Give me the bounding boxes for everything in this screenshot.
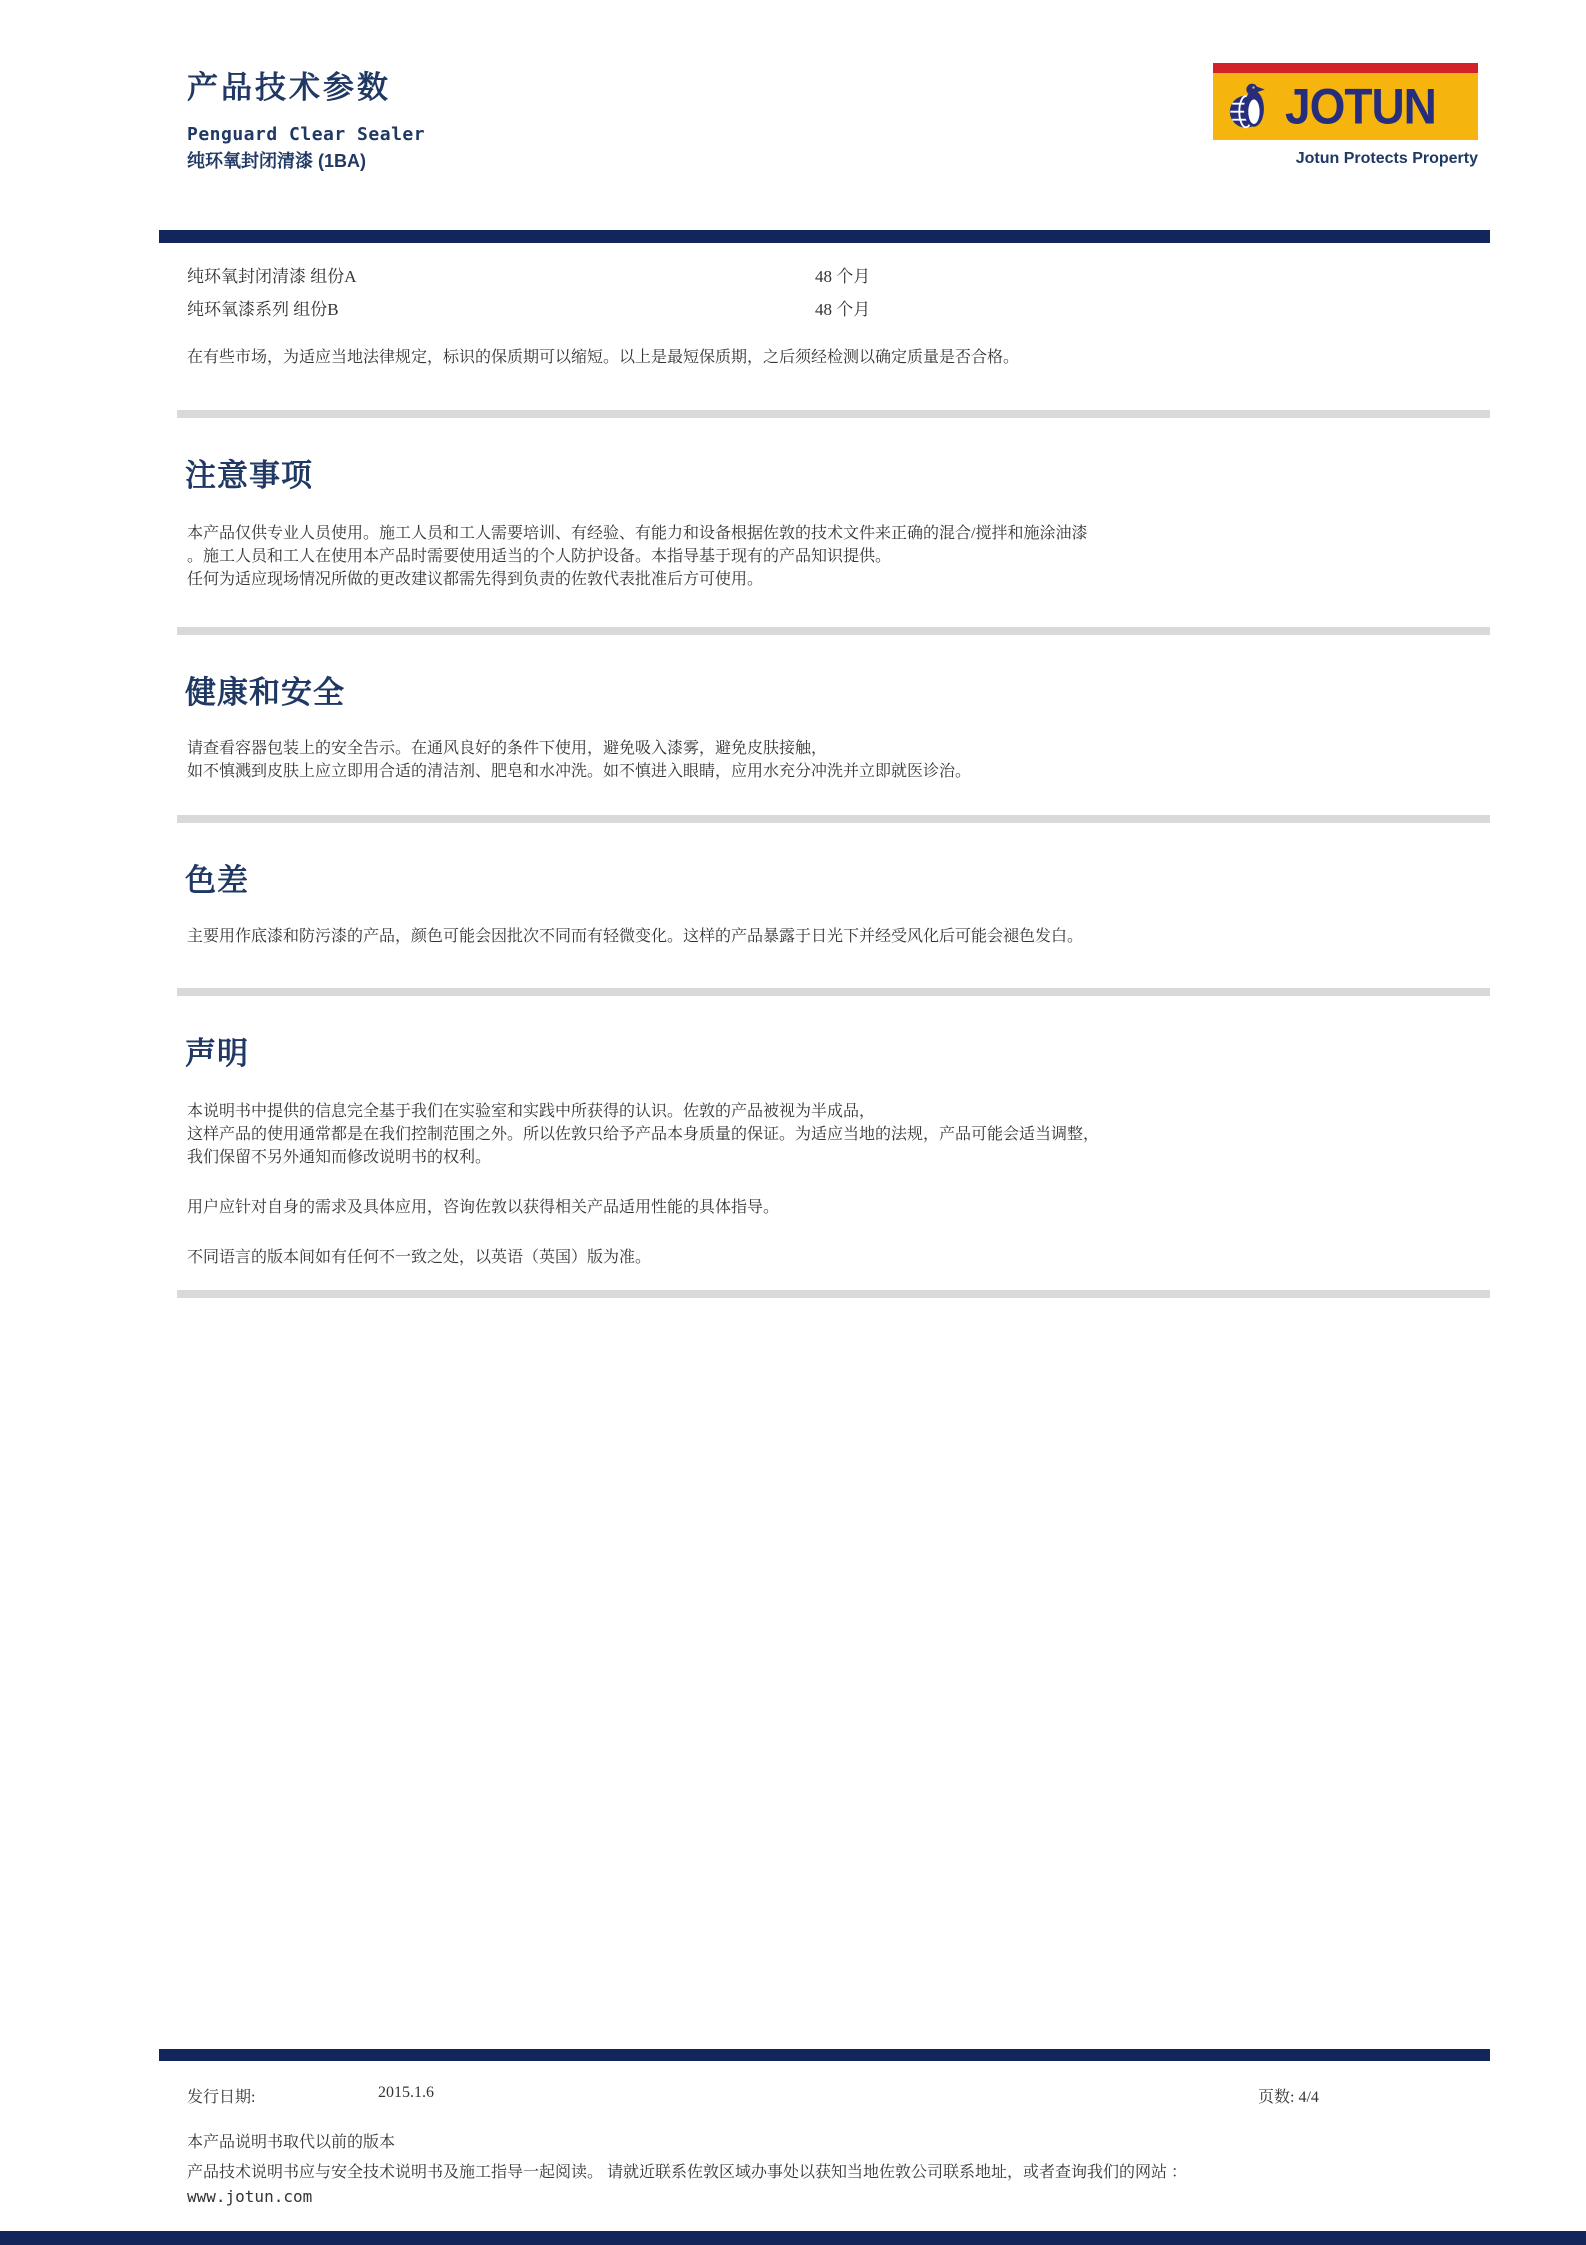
section-divider-bar <box>177 1290 1490 1298</box>
section-title-precautions: 注意事项 <box>185 458 313 493</box>
jotun-logo <box>1213 63 1478 140</box>
footer-supersede-note: 本产品说明书取代以前的版本 <box>187 2134 396 2151</box>
section-divider-bar <box>177 988 1490 996</box>
logo-tagline: Jotun Protects Property <box>1295 150 1478 167</box>
section-body-color-variation <box>187 925 1482 948</box>
section-title-disclaimer: 声明 <box>185 1036 249 1071</box>
issue-date-value: 2015.1.6 <box>378 2084 434 2101</box>
section-divider-bar <box>177 410 1490 418</box>
shelf-life-row-label: 纯环氧封闭清漆 组份A <box>187 267 357 286</box>
page-title: 产品技术参数 <box>187 70 391 105</box>
section-body-health-safety <box>187 737 1482 783</box>
section-title-color-variation: 色差 <box>185 863 249 898</box>
page-number <box>1258 2084 1319 2107</box>
bottom-page-edge-bar <box>0 2231 1586 2245</box>
logo-red-stripe <box>1213 63 1478 73</box>
body-line: 这样产品的使用通常都是在我们控制范围之外。所以佐敦只给予产品本身质量的保证。为适应当地的法规，产品可能会适当调整， <box>187 1126 1100 1143</box>
header-divider-bar <box>159 230 1490 243</box>
section-title-health-safety: 健康和安全 <box>185 675 345 710</box>
section-divider-bar <box>177 627 1490 635</box>
body-line: 本说明书中提供的信息完全基于我们在实验室和实践中所获得的认识。佐敦的产品被视为半成品， <box>187 1103 876 1120</box>
footer-divider-bar <box>159 2049 1490 2061</box>
shelf-life-row-value: 48 个月 <box>815 267 871 286</box>
shelf-life-row-value: 48 个月 <box>815 300 871 319</box>
footer-read-with-note: 产品技术说明书应与安全技术说明书及施工指导一起阅读。 请就近联系佐敦区域办事处以获知当地佐敦公司联系地址，或者查询我们的网站 ： <box>187 2164 1188 2181</box>
page-number-value: 4/4 <box>1298 2089 1319 2106</box>
logo-wordmark: JOTUN <box>1285 77 1436 134</box>
body-line: 。施工人员和工人在使用本产品时需要使用适当的个人防护设备。本指导基于现有的产品知识提供。 <box>187 548 892 565</box>
body-line: 主要用作底漆和防污漆的产品，颜色可能会因批次不同而有轻微变化。这样的产品暴露于日光下并经受风化后可能会褪色发白。 <box>187 928 1084 945</box>
body-line: 任何为适应现场情况所做的更改建议都需先得到负责的佐敦代表批准后方可使用。 <box>187 571 764 588</box>
penguin-globe-icon <box>1227 80 1279 132</box>
body-line: 我们保留不另外通知而修改说明书的权利。 <box>187 1149 492 1166</box>
issue-date-label: 发行日期: <box>187 2089 256 2106</box>
website-url: www.jotun.com <box>187 2187 313 2206</box>
body-line: 本产品仅供专业人员使用。施工人员和工人需要培训、有经验、有能力和设备根据佐敦的技术文件来正确的混合/搅拌和施涂油漆 <box>187 525 1088 542</box>
shelf-life-row-label: 纯环氧漆系列 组份B <box>187 300 339 319</box>
page-number-label: 页数: <box>1258 2089 1295 2106</box>
shelf-life-note: 在有些市场，为适应当地法律规定，标识的保质期可以缩短。以上是最短保质期，之后须经检测以确定质量是否合格。 <box>187 349 1020 366</box>
disclaimer-paragraph-1 <box>187 1100 1482 1169</box>
product-name-english: Penguard Clear Sealer <box>187 124 426 145</box>
body-line: 如不慎溅到皮肤上应立即用合适的清洁剂、肥皂和水冲洗。如不慎进入眼睛，应用水充分冲洗并立即就医诊治。 <box>187 763 972 780</box>
section-body-precautions <box>187 522 1482 591</box>
body-line: 请查看容器包装上的安全告示。在通风良好的条件下使用，避免吸入漆雾，避免皮肤接触， <box>187 740 828 757</box>
section-divider-bar <box>177 815 1490 823</box>
disclaimer-paragraph-2: 用户应针对自身的需求及具体应用，咨询佐敦以获得相关产品适用性能的具体指导。 <box>187 1199 780 1216</box>
product-name-chinese: 纯环氧封闭清漆 (1BA) <box>187 151 366 171</box>
disclaimer-paragraph-3: 不同语言的版本间如有任何不一致之处，以英语（英国）版为准。 <box>187 1249 652 1266</box>
